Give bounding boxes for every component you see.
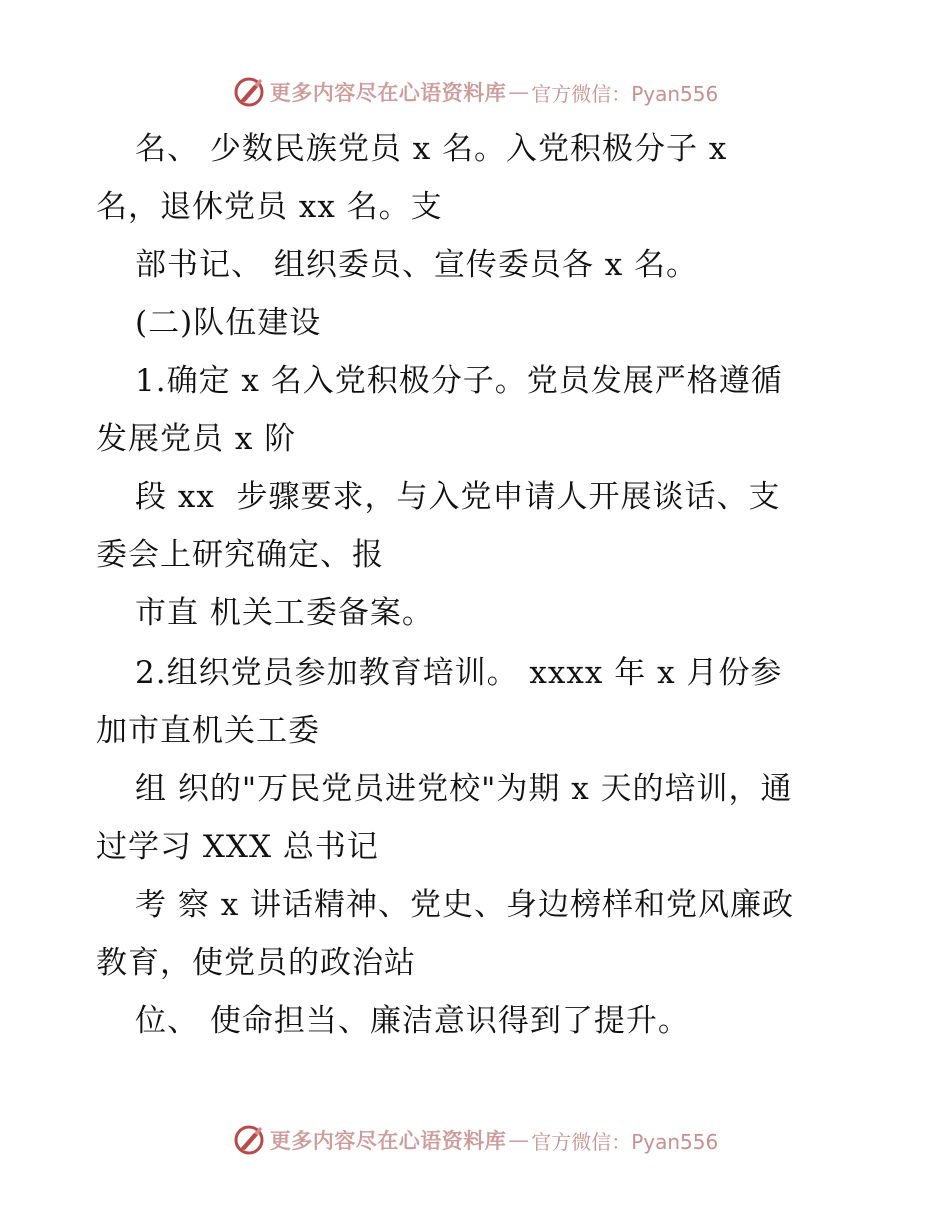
- header-wechat-text: 官方微信：Pyan556: [531, 81, 719, 106]
- footer-wechat-text: 官方微信：Pyan556: [531, 1129, 719, 1154]
- footer-dash: —: [508, 1128, 530, 1152]
- body-line-16: 位、 使命担当、廉洁意识得到了提升。: [135, 1003, 690, 1039]
- body-line-11: 加市直机关工委: [96, 713, 320, 749]
- body-line-6: 发展党员 x 阶: [96, 421, 297, 457]
- body-line-14: 考 察 x 讲话精神、党史、身边榜样和党风廉政: [135, 887, 795, 923]
- brush-logo-icon: [232, 1123, 266, 1157]
- body-line-8: 委会上研究确定、报: [96, 537, 384, 573]
- body-line-3: 部书记、 组织委员、宣传委员各 x 名。: [135, 247, 699, 283]
- body-line-13: 过学习 XXX 总书记: [96, 829, 379, 865]
- body-line-2: 名，退休党员 xx 名。支: [96, 189, 443, 225]
- header-watermark: [0, 70, 950, 114]
- footer-site-text: 更多内容尽在心语资料库: [269, 1128, 507, 1153]
- body-line-15: 教育，使党员的政治站: [96, 945, 416, 981]
- body-line-7: 段 xx 步骤要求，与入党申请人开展谈话、支: [135, 479, 781, 515]
- footer-watermark: [0, 1118, 950, 1162]
- header-dash: —: [508, 80, 530, 104]
- body-line-1: 名、 少数民族党员 x 名。入党积极分子 x: [135, 131, 728, 167]
- body-line-10: 2.组织党员参加教育培训。 xxxx 年 x 月份参: [135, 655, 783, 691]
- brush-logo-icon: [232, 75, 266, 109]
- section-heading: (二)队伍建设: [135, 305, 322, 341]
- body-line-5: 1.确定 x 名入党积极分子。党员发展严格遵循: [135, 363, 783, 399]
- body-line-12: 组 织的"万民党员进党校"为期 x 天的培训，通: [135, 771, 793, 807]
- header-site-text: 更多内容尽在心语资料库: [269, 80, 507, 105]
- body-line-9: 市直 机关工委备案。: [135, 595, 434, 631]
